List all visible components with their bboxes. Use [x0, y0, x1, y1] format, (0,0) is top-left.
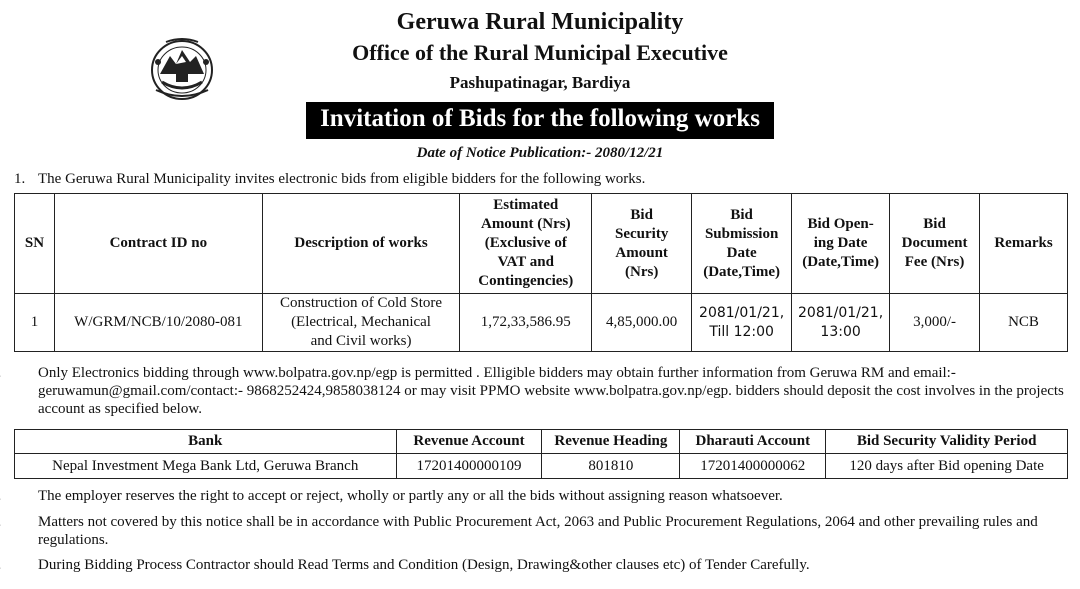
header-estimated-amount	[460, 194, 592, 294]
cell-description	[262, 294, 460, 352]
header-remarks: Remarks	[980, 194, 1068, 294]
table-header-row	[15, 430, 1068, 454]
paragraph-text: Matters not covered by this notice shall be in accordance with Public Procurement Act, 2063 and Public Procurement Regulations, 2064 and other prevailing rules and regulations.	[38, 514, 1038, 548]
header-line: (Nrs)	[625, 263, 659, 280]
header-revenue-account: Revenue Account	[396, 430, 542, 454]
header-line: (Date,Time)	[802, 254, 879, 270]
cell-line: Till 12:00	[709, 323, 774, 340]
cell-validity-period: 120 days after Bid opening Date	[826, 454, 1068, 479]
paragraph-text: During Bidding Process Contractor should Read Terms and Condition (Design, Drawing&other clauses etc) of Tender Carefully.	[38, 557, 810, 573]
cell-estimated-amount: 1,72,33,586.95	[460, 294, 592, 352]
cell-line: Construction of Cold Store	[279, 295, 443, 311]
paragraph-2	[14, 364, 1070, 418]
header-document-fee	[890, 194, 980, 294]
header-line: (Exclusive of	[484, 235, 567, 251]
cell-remarks: NCB	[980, 294, 1068, 352]
paragraph-5	[14, 556, 1070, 574]
header-revenue-heading: Revenue Heading	[542, 430, 680, 454]
municipality-name: Geruwa Rural Municipality	[396, 9, 684, 35]
header-line: Security	[615, 225, 669, 242]
paragraph-number	[14, 513, 38, 531]
header-line: VAT and	[497, 254, 554, 270]
paragraph-4	[14, 513, 1070, 549]
notice-title-banner: Invitation of Bids for the following works	[306, 102, 774, 139]
paragraph-number	[14, 556, 38, 574]
header-line: (Date,Time)	[703, 263, 781, 280]
cell-bid-security: 4,85,000.00	[592, 294, 692, 352]
notice-header	[0, 6, 1080, 162]
office-name: Office of the Rural Municipal Executive	[352, 40, 728, 65]
cell-line: 13:00	[820, 323, 861, 340]
cell-revenue-heading: 801810	[542, 454, 680, 479]
paragraph-1	[14, 170, 1070, 188]
cell-contract-id: W/GRM/NCB/10/2080-081	[54, 294, 262, 352]
paragraph-text: The Geruwa Rural Municipality invites electronic bids from eligible bidders for the following works.	[38, 171, 646, 187]
header-sn: SN	[15, 194, 55, 294]
header-opening-date	[792, 194, 890, 294]
header-line: ing Date	[813, 235, 868, 251]
bank-account-table	[14, 429, 1068, 479]
header-line: Date	[726, 244, 757, 261]
cell-dharauti-account: 17201400000062	[680, 454, 826, 479]
header-line: Bid	[730, 206, 753, 223]
table-row	[15, 294, 1068, 352]
header-line: Bid	[630, 206, 653, 223]
cell-line: (Electrical, Mechanical	[291, 314, 431, 330]
publication-date: Date of Notice Publication:- 2080/12/21	[416, 145, 664, 161]
paragraph-text: Only Electronics bidding through www.bolpatra.gov.np/egp is permitted . Elligible bidders may obtain further information from Geruwa RM and email:- geruwamun@gmail.com/contact:- 9868252424,9858038124 or may visit PPMO website www.bolpatra.gov.np/egp. bidders should deposit the cost involves in the projects account as specified below.	[38, 365, 1064, 417]
header-line: Submission	[704, 225, 779, 242]
table-header-row	[15, 194, 1068, 294]
header-line: Document	[901, 235, 968, 251]
header-line: Fee (Nrs)	[904, 254, 965, 270]
works-table	[14, 193, 1068, 352]
cell-line: 2081/01/21,	[699, 304, 785, 321]
header-line: Amount (Nrs)	[480, 216, 571, 232]
header-description: Description of works	[262, 194, 460, 294]
header-line: Estimated	[493, 197, 559, 213]
paragraph-number	[14, 487, 38, 505]
header-contract-id: Contract ID no	[54, 194, 262, 294]
cell-submission-date	[692, 294, 792, 352]
header-line: Bid Open-	[807, 216, 874, 232]
table-row	[15, 454, 1068, 479]
header-submission-date	[692, 194, 792, 294]
header-validity-period: Bid Security Validity Period	[826, 430, 1068, 454]
cell-document-fee: 3,000/-	[890, 294, 980, 352]
paragraph-number	[14, 364, 38, 382]
header-line: Contingencies)	[478, 273, 574, 289]
cell-revenue-account: 17201400000109	[396, 454, 542, 479]
paragraph-number: 1.	[14, 171, 26, 187]
cell-bank: Nepal Investment Mega Bank Ltd, Geruwa Branch	[15, 454, 397, 479]
cell-opening-date	[792, 294, 890, 352]
cell-line: 2081/01/21,	[798, 304, 884, 321]
paragraph-3	[14, 487, 1070, 505]
header-line: Amount	[615, 244, 668, 261]
header-bank: Bank	[15, 430, 397, 454]
paragraph-text: The employer reserves the right to accept or reject, wholly or partly any or all the bids without assigning reason whatsoever.	[38, 488, 783, 504]
cell-line: and Civil works)	[310, 333, 412, 349]
header-bid-security	[592, 194, 692, 294]
header-line: Bid	[923, 216, 946, 232]
header-dharauti-account: Dharauti Account	[680, 430, 826, 454]
cell-sn: 1	[15, 294, 55, 352]
office-address: Pashupatinagar, Bardiya	[449, 73, 631, 92]
